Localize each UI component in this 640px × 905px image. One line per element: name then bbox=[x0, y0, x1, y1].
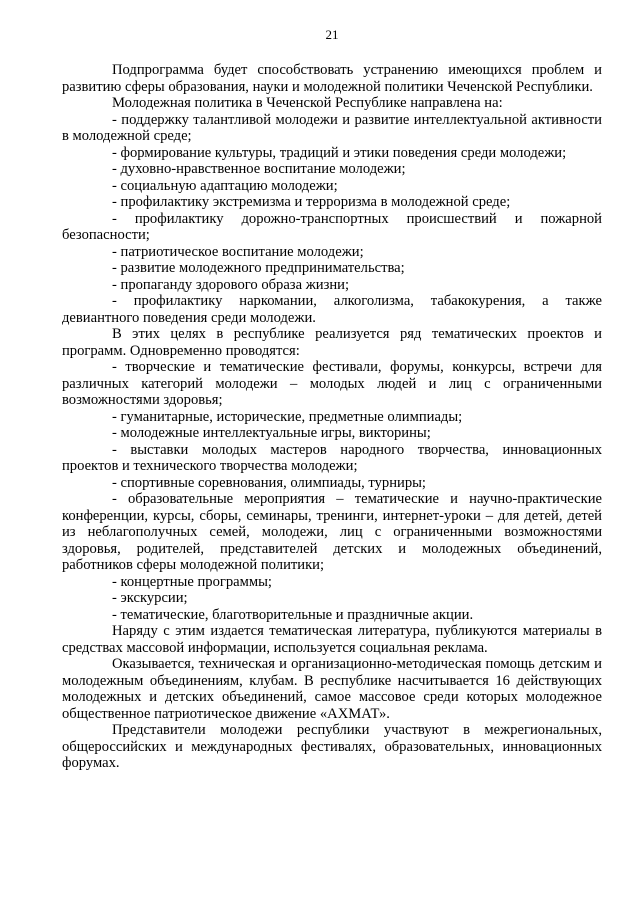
paragraph: - тематические, благотворительные и праздничные акции. bbox=[112, 606, 474, 623]
paragraph: Оказывается, техническая и организационно-методическая помощь детским и молодежным объединениям, клубам. В республике насчитывается 16 действующих молодежных и детских объединений, самое массовое среди которых молодежное общественное патриотическое движение «АХМАТ». bbox=[62, 656, 602, 722]
paragraph: - спортивные соревнования, олимпиады, турниры; bbox=[112, 474, 426, 491]
paragraph: - патриотическое воспитание молодежи; bbox=[112, 243, 364, 260]
body-text bbox=[62, 62, 602, 772]
paragraph: Молодежная политика в Чеченской Республике направлена на: bbox=[112, 95, 503, 111]
paragraph: Наряду с этим издается тематическая литература, публикуются материалы в средствах массовой информации, используется социальная реклама. bbox=[62, 623, 602, 656]
paragraph: - гуманитарные, исторические, предметные олимпиады; bbox=[112, 408, 463, 425]
paragraph: - формирование культуры, традиций и этики поведения среди молодежи; bbox=[112, 144, 567, 161]
paragraph: - выставки молодых мастеров народного творчества, инновационных проектов и технического творчества молодежи; bbox=[62, 441, 602, 474]
paragraph: - профилактику экстремизма и терроризма в молодежной среде; bbox=[112, 194, 511, 210]
page-number: 21 bbox=[325, 27, 339, 42]
paragraph: - экскурсии; bbox=[112, 590, 188, 606]
paragraph: Представители молодежи республики участвуют в межрегиональных, общероссийских и международных фестивалях, образовательных, инновационных форумах. bbox=[62, 722, 602, 771]
paragraph: - пропаганду здорового образа жизни; bbox=[112, 276, 350, 293]
paragraph: В этих целях в республике реализуется ряд тематических проектов и программ. Одновременно проводятся: bbox=[62, 326, 602, 359]
paragraph: - духовно-нравственное воспитание молодежи; bbox=[112, 161, 406, 177]
paragraph: - профилактику наркомании, алкоголизма, табакокурения, а также девиантного поведения среди молодежи. bbox=[62, 293, 602, 326]
paragraph: - поддержку талантливой молодежи и развитие интеллектуальной активности в молодежной среде; bbox=[62, 111, 602, 144]
paragraph: Подпрограмма будет способствовать устранению имеющихся проблем и развитию сферы образования, науки и молодежной политики Чеченской Республики. bbox=[62, 62, 602, 95]
paragraph: - развитие молодежного предпринимательства; bbox=[112, 260, 405, 276]
paragraph: - профилактику дорожно-транспортных происшествий и пожарной безопасности; bbox=[62, 210, 602, 243]
paragraph: - социальную адаптацию молодежи; bbox=[112, 177, 338, 194]
paragraph: - концертные программы; bbox=[112, 573, 272, 590]
paragraph: - молодежные интеллектуальные игры, викторины; bbox=[112, 425, 431, 441]
paragraph: - образовательные мероприятия – тематические и научно-практические конференции, курсы, сборы, семинары, тренинги, интернет-уроки – для детей, детей из неблагополучных семей, молодежи, лиц с ограниченными возможностями здоровья, родителей, представителей детских и молодежных объединений, работников сферы молодежной политики; bbox=[62, 491, 602, 573]
paragraph: - творческие и тематические фестивали, форумы, конкурсы, встречи для различных категорий молодежи – молодых людей и лиц с ограниченными возможностями здоровья; bbox=[62, 359, 602, 408]
